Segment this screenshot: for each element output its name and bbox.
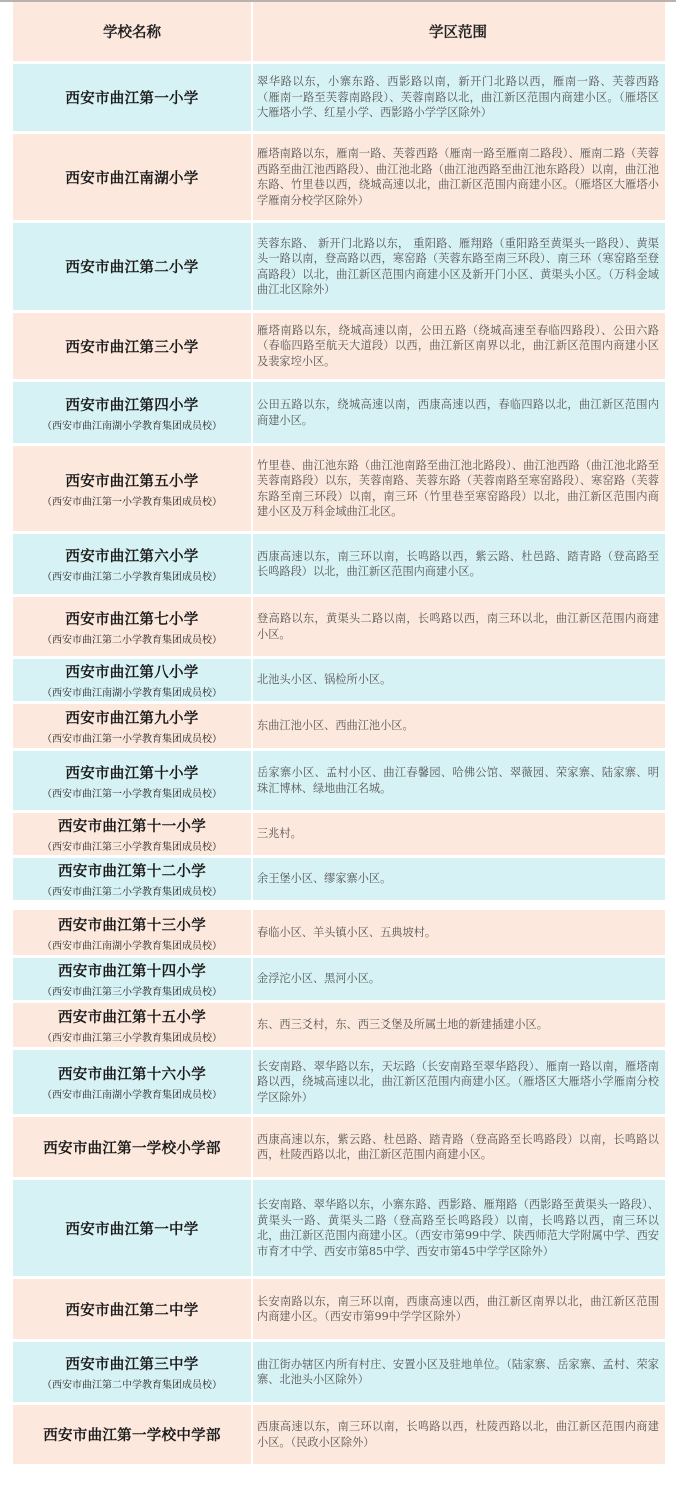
- school-cell: [13, 751, 253, 810]
- school-cell: [13, 1279, 253, 1339]
- school-name: 西安市曲江第七小学: [65, 611, 199, 628]
- table-row: [13, 910, 665, 958]
- table-row: [13, 446, 665, 534]
- table-row: [13, 1279, 665, 1342]
- school-name: 西安市曲江第十四小学: [58, 964, 206, 980]
- district-cell: [253, 597, 665, 656]
- table-row: [13, 1003, 665, 1050]
- district-cell: [253, 659, 665, 701]
- table-row: [13, 597, 665, 659]
- district-cell: [253, 813, 665, 855]
- table-row: [13, 751, 665, 813]
- district-cell: [253, 1279, 665, 1339]
- district-range-text: 长安南路以东，南三环以南，西康高速以西，曲江新区南界以北，曲江新区范围内商建小区。（西安市第99中学学区除外）: [257, 1294, 659, 1323]
- school-name: 西安市曲江第一学校小学部: [43, 1140, 221, 1157]
- table-row: [13, 1117, 665, 1180]
- table-row: [13, 1342, 665, 1405]
- header-district-range: 学区范围: [429, 25, 487, 41]
- header-cell-district: [253, 2, 665, 61]
- school-group: （西安市曲江第二中学教育集团成员校）: [42, 1380, 222, 1391]
- school-group: （西安市曲江第一小学教育集团成员校）: [42, 788, 222, 800]
- district-range-text: 西康高速以东，南三环以南，长鸣路以西，紫云路、杜邑路、踏青路（登高路至长鸣路段）以北，曲江新区范围内商建小区。: [257, 549, 659, 578]
- district-range-text: 曲江街办辖区内所有村庄、安置小区及驻地单位。（陆家寨、岳家寨、孟村、荣家寨、北池头小区除外）: [257, 1357, 659, 1386]
- district-range-text: 雁塔南路以东，绕城高速以南，公田五路（绕城高速至春临四路段）、公田六路（春临四路至航天大道段）以西，曲江新区南界以北，曲江新区范围内商建小区及裴家埪小区。: [257, 323, 659, 368]
- district-cell: [253, 704, 665, 748]
- school-group: （西安市曲江第一小学教育集团成员校）: [42, 496, 222, 508]
- district-cell: [253, 313, 665, 379]
- school-cell: [13, 534, 253, 594]
- district-cell: [253, 958, 665, 1000]
- district-range-text: 东曲江池小区、西曲江池小区。: [257, 719, 414, 733]
- table-row: [13, 313, 665, 382]
- table-row: [13, 1180, 665, 1279]
- school-group: （西安市曲江第二小学教育集团成员校）: [42, 634, 222, 646]
- school-name: 西安市曲江第十三小学: [58, 917, 206, 934]
- district-range-text: 北池头小区、锅检所小区。: [257, 673, 392, 687]
- table-row: [13, 134, 665, 223]
- school-group: （西安市曲江第一小学教育集团成员校）: [42, 734, 222, 745]
- school-cell: [13, 1405, 253, 1464]
- school-name: 西安市曲江第一中学: [65, 1221, 199, 1238]
- district-range-text: 西康高速以东，南三环以南，长鸣路以西，杜陵西路以北，曲江新区范围内商建小区。（民政小区除外）: [257, 1420, 659, 1449]
- district-cell: [253, 1180, 665, 1276]
- school-name: 西安市曲江第一小学: [65, 91, 199, 107]
- table-row: [13, 958, 665, 1003]
- school-name: 西安市曲江第三小学: [65, 339, 199, 356]
- district-cell: [253, 1405, 665, 1464]
- school-cell: [13, 134, 253, 220]
- district-range-text: 长安南路、翠华路以东，小寨东路、西影路、雁翔路（西影路至黄渠头一路段）、黄渠头一路、黄渠头二路（登高路至长鸣路段）以南，长鸣路以西，南三环以北，曲江新区范围内商建小区。（西安市第99中学、陕西师范大学附属中学、西安市育才中学、西安市第85中学、西安市第45中学学区除外）: [257, 1198, 659, 1258]
- district-range-text: 翠华路以东，小寨东路、西影路以南，新开门北路以西，雁南一路、芙蓉西路（雁南一路至芙蓉南路段）、芙蓉南路以北，曲江新区范围内商建小区。（雁塔区大雁塔小学、红星小学、西影路小学学区除外）: [257, 75, 659, 120]
- school-group: （西安市曲江第二小学教育集团成员校）: [42, 887, 222, 898]
- district-range-text: 登高路以东，黄渠头二路以南，长鸣路以西，南三环以北，曲江新区范围内商建小区。: [257, 612, 659, 641]
- district-cell: [253, 1003, 665, 1047]
- school-name: 西安市曲江第三中学: [65, 1357, 199, 1373]
- district-range-text: 余王堡小区、缪家寨小区。: [257, 872, 392, 886]
- school-name: 西安市曲江第一学校中学部: [43, 1428, 221, 1444]
- school-group: （西安市曲江南湖小学教育集团成员校）: [42, 420, 222, 432]
- school-name: 西安市曲江第九小学: [65, 711, 199, 727]
- district-cell: [253, 134, 665, 220]
- school-cell: [13, 313, 253, 379]
- table-row: [13, 382, 665, 446]
- district-range-text: 长安南路、翠华路以东，天坛路（长安南路至翠华路段）、雁南一路以南，雁塔南路以西，绕城高速以北，曲江新区范围内商建小区。（雁塔区大雁塔小学雁南分校学区除外）: [257, 1059, 659, 1104]
- school-name: 西安市曲江第十小学: [65, 765, 199, 782]
- school-group: （西安市曲江南湖小学教育集团成员校）: [42, 1090, 222, 1101]
- table-row: [13, 223, 665, 313]
- table-row: [13, 659, 665, 704]
- district-cell: [253, 534, 665, 594]
- school-group: （西安市曲江第三小学教育集团成员校）: [42, 987, 222, 998]
- table-row: [13, 1050, 665, 1117]
- school-name: 西安市曲江第十二小学: [58, 864, 206, 880]
- table-row: [13, 534, 665, 597]
- school-cell: [13, 958, 253, 1000]
- district-cell: [253, 382, 665, 443]
- district-range-text: 春临小区、羊头镇小区、五典坡村。: [257, 925, 437, 939]
- district-cell: [253, 64, 665, 131]
- table-row: [13, 704, 665, 751]
- school-name: 西安市曲江第五小学: [65, 473, 199, 490]
- school-group: （西安市曲江南湖小学教育集团成员校）: [42, 688, 222, 699]
- district-range-text: 东、西三爻村，东、西三爻堡及所属土地的新建插建小区。: [257, 1018, 548, 1032]
- table-row: [13, 64, 665, 134]
- header-cell-school: [13, 2, 253, 61]
- table-header: [13, 2, 665, 64]
- school-cell: [13, 64, 253, 131]
- school-cell: [13, 1050, 253, 1114]
- school-name: 西安市曲江第八小学: [65, 665, 199, 681]
- table-row: [13, 1405, 665, 1467]
- school-cell: [13, 659, 253, 701]
- school-cell: [13, 1342, 253, 1402]
- district-range-text: 芙蓉东路、 新开门北路以东， 重阳路、雁翔路（重阳路至黄渠头一路段）、黄渠头一路以南，登高路以西，寒窑路（芙蓉东路至南三环段）、南三环（寒窑路至登高路段）以北，曲江新区范围内商建小区及新开门小区、黄渠头小区。（万科金域曲江北区除外）: [257, 236, 659, 296]
- school-name: 西安市曲江第二中学: [65, 1302, 199, 1319]
- school-name: 西安市曲江第二小学: [65, 260, 199, 276]
- school-district-table: [13, 2, 665, 1467]
- school-cell: [13, 223, 253, 310]
- district-range-text: 公田五路以东，绕城高速以南，西康高速以西，春临四路以北，曲江新区范围内商建小区。: [257, 398, 659, 427]
- district-range-text: 三兆村。: [257, 827, 302, 841]
- school-group: （西安市曲江第二小学教育集团成员校）: [42, 572, 222, 583]
- school-cell: [13, 858, 253, 900]
- school-cell: [13, 1180, 253, 1276]
- school-name: 西安市曲江第十六小学: [58, 1067, 206, 1083]
- school-cell: [13, 813, 253, 855]
- table-row: [13, 813, 665, 858]
- district-range-text: 岳家寨小区、孟村小区、曲江春馨园、哈佛公馆、翠薇园、荣家寨、陆家寨、明珠汇博林、绿地曲江名城。: [257, 766, 659, 795]
- school-group: （西安市曲江第三小学教育集团成员校）: [42, 1033, 222, 1044]
- table-row: [13, 858, 665, 903]
- school-name: 西安市曲江第六小学: [65, 549, 199, 565]
- school-group: （西安市曲江南湖小学教育集团成员校）: [42, 940, 222, 952]
- school-group: （西安市曲江第三小学教育集团成员校）: [42, 842, 222, 853]
- district-cell: [253, 751, 665, 810]
- school-cell: [13, 382, 253, 443]
- district-cell: [253, 223, 665, 310]
- school-name: 西安市曲江第四小学: [65, 397, 199, 414]
- header-school-name: 学校名称: [103, 25, 161, 41]
- school-cell: [13, 910, 253, 955]
- school-cell: [13, 446, 253, 531]
- district-cell: [253, 1117, 665, 1177]
- district-range-text: 竹里巷、曲江池东路（曲江池南路至曲江池北路段）、曲江池西路（曲江池北路至芙蓉南路段）以东，芙蓉南路、芙蓉东路（芙蓉南路至寒窑路段）、寒窑路（芙蓉东路至南三环段）以南，南三环（竹里巷至寒窑路段）以北，曲江新区范围内商建小区及万科金域曲江北区。: [257, 458, 659, 518]
- school-cell: [13, 1117, 253, 1177]
- district-cell: [253, 1342, 665, 1402]
- district-cell: [253, 446, 665, 531]
- school-name: 西安市曲江南湖小学: [65, 170, 199, 187]
- district-range-text: 西康高速以东，紫云路、杜邑路、踏青路（登高路至长鸣路段）以南，长鸣路以西，杜陵西路以北，曲江新区范围内商建小区。: [257, 1132, 659, 1161]
- district-cell: [253, 910, 665, 955]
- school-cell: [13, 704, 253, 748]
- district-range-text: 雁塔南路以东，雁南一路、芙蓉西路（雁南一路至雁南二路段）、雁南二路（芙蓉西路至曲江池西路段）、曲江池北路（曲江池西路至曲江池东路段）以南，曲江池东路、竹里巷以西，绕城高速以北，曲江新区范围内商建小区。（雁塔区大雁塔小学雁南分校学区除外）: [257, 147, 659, 207]
- district-range-text: 金浮沱小区、黑河小区。: [257, 972, 381, 986]
- school-name: 西安市曲江第十五小学: [58, 1010, 206, 1026]
- school-cell: [13, 1003, 253, 1047]
- district-cell: [253, 1050, 665, 1114]
- school-name: 西安市曲江第十一小学: [58, 819, 206, 835]
- district-cell: [253, 858, 665, 900]
- school-cell: [13, 597, 253, 656]
